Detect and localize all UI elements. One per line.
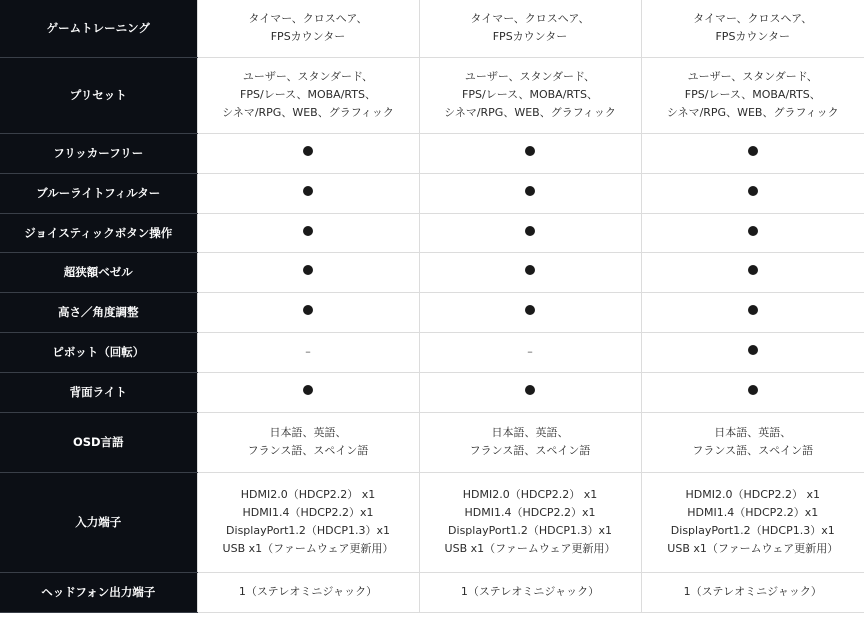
filled-circle-icon bbox=[525, 186, 535, 196]
dash-icon: – bbox=[527, 345, 533, 358]
table-cell bbox=[419, 173, 641, 213]
filled-circle-icon bbox=[748, 226, 758, 236]
table-cell bbox=[641, 472, 864, 572]
cell-text-line: タイマー、クロスヘア、 bbox=[693, 12, 813, 26]
row-label: 背面ライト bbox=[0, 372, 197, 412]
filled-circle-icon bbox=[525, 305, 535, 315]
table-cell bbox=[419, 412, 641, 472]
cell-text-line: 1（ステレオミニジャック） bbox=[238, 585, 378, 598]
row-label: 超狭額ベゼル bbox=[0, 252, 197, 292]
cell-text-line: タイマー、クロスヘア、 bbox=[248, 12, 368, 26]
cell-text-line: フランス語、スペイン語 bbox=[692, 444, 814, 457]
table-cell bbox=[197, 213, 419, 252]
cell-text-line: ユーザー、スタンダード、 bbox=[242, 70, 374, 83]
cell-text-line: シネマ/RPG、WEB、グラフィック bbox=[444, 106, 616, 119]
cell-text-line: フランス語、スペイン語 bbox=[247, 444, 369, 457]
filled-circle-icon bbox=[748, 385, 758, 395]
table-cell bbox=[197, 292, 419, 332]
table-cell bbox=[641, 572, 864, 612]
table-row bbox=[0, 173, 864, 213]
cell-text-line: ユーザー、スタンダード、 bbox=[464, 70, 596, 83]
cell-text-line: FPS/レース、MOBA/RTS、 bbox=[240, 88, 376, 101]
table-cell bbox=[419, 572, 641, 612]
cell-text-line: シネマ/RPG、WEB、グラフィック bbox=[222, 106, 394, 119]
table-cell bbox=[641, 372, 864, 412]
row-label: ピボット（回転） bbox=[0, 332, 197, 372]
filled-circle-icon bbox=[525, 265, 535, 275]
cell-text-line: FPSカウンター bbox=[492, 30, 568, 44]
cell-text-line: FPSカウンター bbox=[270, 30, 346, 44]
dash-icon: – bbox=[305, 345, 311, 358]
cell-text-line: HDMI2.0（HDCP2.2） x1 bbox=[685, 488, 821, 501]
table-cell bbox=[641, 252, 864, 292]
table-cell bbox=[419, 213, 641, 252]
cell-text-line: 日本語、英語、 bbox=[269, 426, 347, 439]
filled-circle-icon bbox=[303, 265, 313, 275]
table-row bbox=[0, 472, 864, 572]
table-cell bbox=[641, 173, 864, 213]
row-label: ゲームトレーニング bbox=[0, 0, 197, 57]
table-row bbox=[0, 252, 864, 292]
filled-circle-icon bbox=[748, 305, 758, 315]
table-cell bbox=[197, 372, 419, 412]
table-row bbox=[0, 372, 864, 412]
cell-text-line: HDMI1.4（HDCP2.2）x1 bbox=[242, 506, 374, 519]
table-row bbox=[0, 412, 864, 472]
table-cell bbox=[419, 252, 641, 292]
cell-text-line: DisplayPort1.2（HDCP1.3）x1 bbox=[670, 524, 835, 537]
row-label: プリセット bbox=[0, 57, 197, 133]
row-label: ヘッドフォン出力端子 bbox=[0, 572, 197, 612]
filled-circle-icon bbox=[525, 385, 535, 395]
cell-text-line: シネマ/RPG、WEB、グラフィック bbox=[666, 106, 839, 119]
table-cell bbox=[197, 472, 419, 572]
filled-circle-icon bbox=[303, 305, 313, 315]
table-row bbox=[0, 133, 864, 173]
table-row bbox=[0, 213, 864, 252]
cell-text-line: タイマー、クロスヘア、 bbox=[470, 12, 590, 26]
cell-text-line: ユーザー、スタンダード、 bbox=[687, 70, 818, 83]
cell-text-line: 日本語、英語、 bbox=[714, 426, 792, 439]
cell-text-line: USB x1（ファームウェア更新用） bbox=[222, 542, 394, 555]
cell-text-line: フランス語、スペイン語 bbox=[469, 444, 591, 457]
cell-text-line: FPS/レース、MOBA/RTS、 bbox=[684, 88, 821, 101]
table-cell bbox=[197, 133, 419, 173]
cell-text-line: HDMI1.4（HDCP2.2）x1 bbox=[464, 506, 596, 519]
filled-circle-icon bbox=[303, 226, 313, 236]
table-cell bbox=[197, 0, 419, 57]
table-cell bbox=[197, 252, 419, 292]
table-cell bbox=[641, 332, 864, 372]
table-cell bbox=[419, 133, 641, 173]
row-label: ジョイスティックボタン操作 bbox=[0, 213, 197, 252]
cell-text-line: HDMI1.4（HDCP2.2）x1 bbox=[687, 506, 819, 519]
filled-circle-icon bbox=[748, 345, 758, 355]
table-cell bbox=[641, 0, 864, 57]
cell-text-line: 1（ステレオミニジャック） bbox=[683, 585, 822, 598]
table-cell bbox=[197, 412, 419, 472]
table-cell bbox=[641, 133, 864, 173]
cell-text-line: DisplayPort1.2（HDCP1.3）x1 bbox=[226, 524, 390, 537]
filled-circle-icon bbox=[303, 385, 313, 395]
table-cell bbox=[641, 412, 864, 472]
cell-text-line: 日本語、英語、 bbox=[491, 426, 569, 439]
table-cell bbox=[419, 292, 641, 332]
table-cell bbox=[197, 572, 419, 612]
cell-text-line: FPSカウンター bbox=[715, 30, 790, 44]
table-cell bbox=[419, 332, 641, 372]
filled-circle-icon bbox=[748, 186, 758, 196]
filled-circle-icon bbox=[748, 146, 758, 156]
filled-circle-icon bbox=[525, 146, 535, 156]
table-cell bbox=[197, 332, 419, 372]
table-row bbox=[0, 292, 864, 332]
cell-text-line: 1（ステレオミニジャック） bbox=[460, 585, 600, 598]
cell-text-line: HDMI2.0（HDCP2.2） x1 bbox=[240, 488, 376, 501]
table-row bbox=[0, 572, 864, 612]
table-cell bbox=[641, 57, 864, 133]
cell-text-line: DisplayPort1.2（HDCP1.3）x1 bbox=[448, 524, 612, 537]
table-cell bbox=[197, 57, 419, 133]
table-cell bbox=[641, 292, 864, 332]
table-cell bbox=[641, 213, 864, 252]
filled-circle-icon bbox=[303, 186, 313, 196]
cell-text-line: USB x1（ファームウェア更新用） bbox=[667, 542, 839, 555]
table-row bbox=[0, 332, 864, 372]
row-label: 入力端子 bbox=[0, 472, 197, 572]
filled-circle-icon bbox=[525, 226, 535, 236]
cell-text-line: USB x1（ファームウェア更新用） bbox=[444, 542, 616, 555]
table-cell bbox=[419, 372, 641, 412]
table-cell bbox=[419, 0, 641, 57]
table-row bbox=[0, 57, 864, 133]
row-label: OSD言語 bbox=[0, 412, 197, 472]
row-label: 高さ／角度調整 bbox=[0, 292, 197, 332]
table-cell bbox=[419, 57, 641, 133]
table-cell bbox=[197, 173, 419, 213]
filled-circle-icon bbox=[748, 265, 758, 275]
filled-circle-icon bbox=[303, 146, 313, 156]
cell-text-line: FPS/レース、MOBA/RTS、 bbox=[462, 88, 598, 101]
table-row bbox=[0, 0, 864, 57]
cell-text-line: HDMI2.0（HDCP2.2） x1 bbox=[462, 488, 598, 501]
row-label: ブルーライトフィルター bbox=[0, 173, 197, 213]
row-label: フリッカーフリー bbox=[0, 133, 197, 173]
table-cell bbox=[419, 472, 641, 572]
